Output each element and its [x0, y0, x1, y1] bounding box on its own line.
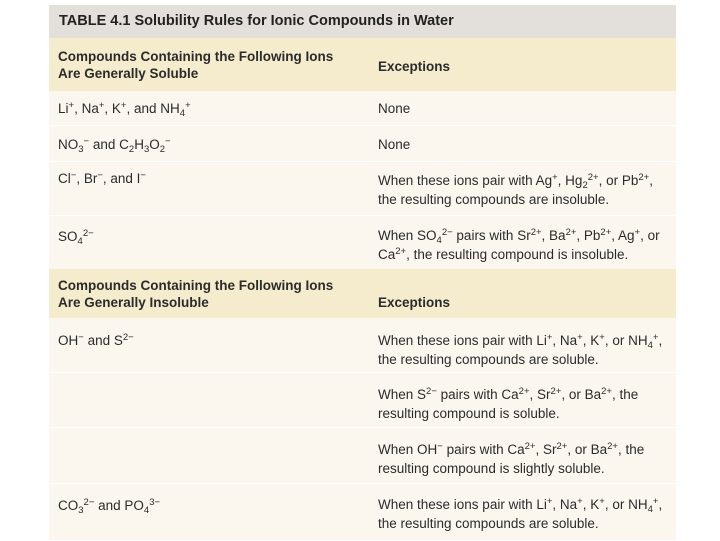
- exception-cell: When $SO_4^{2-}$ pairs with $Sr^{2+}$, $Ba^{2+}$, $Pb^{2+}$, Ag+, or $Ca^{2+}$, the resulting compound is insoluble.: [378, 227, 660, 262]
- table-number: TABLE 4.1: [59, 13, 131, 29]
- exception-cell: None: [378, 101, 411, 116]
- exception-cell: None: [378, 137, 411, 152]
- solubility-table: [49, 5, 676, 540]
- exception-cell: When these ions pair with Li+, Na+, K+, or $NH_4^+$, the resulting compounds are soluble.: [378, 496, 663, 531]
- exceptions-header-2: Exceptions: [378, 295, 451, 310]
- table-title-text: Solubility Rules for Ionic Compounds in Water: [134, 13, 454, 29]
- table-row: [49, 216, 676, 270]
- table-row: [49, 373, 676, 428]
- table-row: [49, 162, 676, 216]
- ions-cell: $SO_4^{2-}$: [58, 228, 94, 247]
- exception-cell: When $S^{2-}$ pairs with $Ca^{2+}$, $Sr^{2+}$, or $Ba^{2+}$, the resulting compound is soluble.: [378, 386, 639, 421]
- soluble-section-header: [49, 38, 676, 91]
- soluble-header-line1: Compounds Containing the Following Ions: [58, 49, 334, 64]
- exception-cell: When these ions pair with Ag+, $Hg_2^{2+}$, or $Pb^{2+}$, the resulting compounds are insoluble.: [378, 172, 653, 207]
- soluble-header-label: [58, 48, 358, 82]
- table-title-bar: [49, 5, 676, 38]
- exception-cell: When OH− pairs with $Ca^{2+}$, $Sr^{2+}$, or $Ba^{2+}$, the resulting compound is slightly soluble.: [378, 441, 645, 476]
- table-row: [49, 484, 676, 541]
- ions-cell: Cl−, Br−, and I−: [58, 170, 146, 186]
- table-row: [49, 91, 676, 126]
- soluble-header-line2: Are Generally Soluble: [58, 66, 199, 81]
- insoluble-header-line2: Are Generally Insoluble: [58, 295, 209, 310]
- table-row: [49, 126, 676, 162]
- table-title: [59, 13, 454, 29]
- insoluble-section-header: [49, 269, 676, 318]
- exception-cell: When these ions pair with Li+, Na+, K+, or $NH_4^+$, the resulting compounds are soluble.: [378, 332, 663, 367]
- insoluble-header-line1: Compounds Containing the Following Ions: [58, 278, 334, 293]
- table-row: [49, 318, 676, 373]
- table-row: [49, 428, 676, 484]
- ions-cell: $CO_3^{2-}$ and $PO_4^{3-}$: [58, 497, 161, 516]
- ions-cell: $NO_3^-$ and $C_2H_3O_2^-$: [58, 136, 171, 155]
- exceptions-header: Exceptions: [378, 59, 451, 74]
- ions-cell: Li+, Na+, K+, and $NH_4^+$: [58, 100, 191, 119]
- insoluble-header-label: [58, 277, 358, 311]
- ions-cell: OH− and $S^{2-}$: [58, 332, 134, 348]
